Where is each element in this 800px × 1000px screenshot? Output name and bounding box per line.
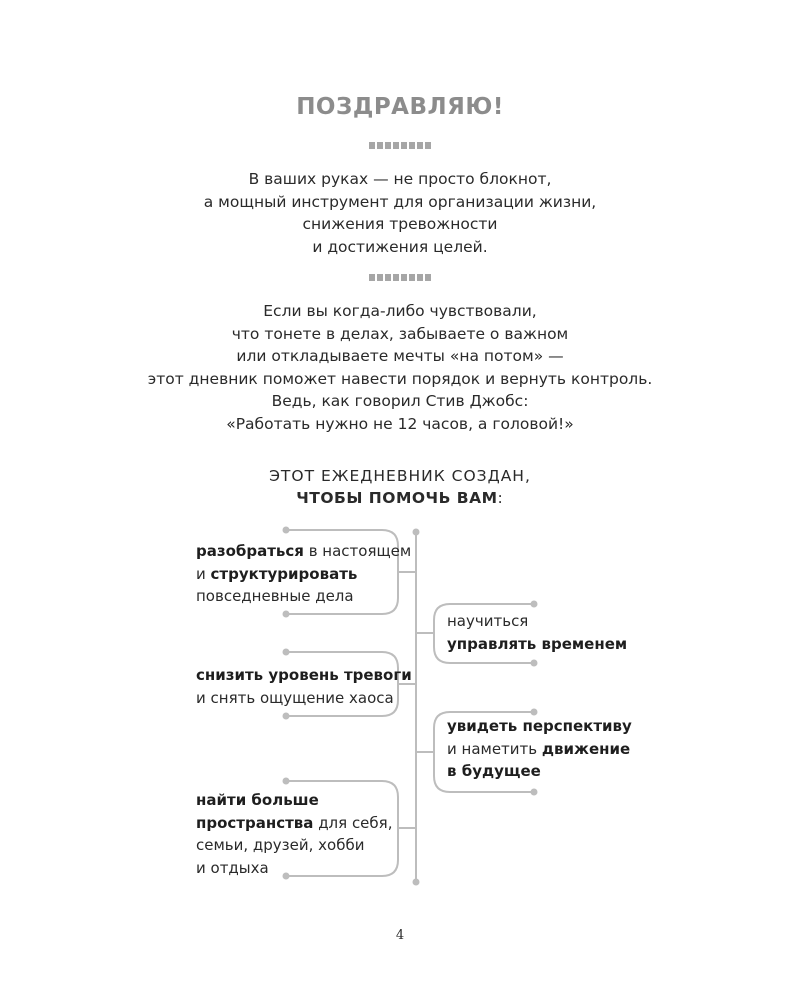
heading-line-1: ЭТОТ ЕЖЕДНЕВНИК СОЗДАН,	[269, 467, 531, 485]
bracket-dot	[283, 778, 290, 785]
body-line: этот дневник поможет навести порядок и вернуть контроль.	[147, 369, 653, 388]
intro-line: а мощный инструмент для организации жизни,	[203, 192, 597, 211]
goal-item-left-2: снизить уровень тревоги и снять ощущение хаоса	[196, 666, 412, 707]
body-line: Ведь, как говорил Стив Джобс:	[271, 392, 529, 410]
body-line: или откладываете мечты «на потом» —	[236, 347, 564, 365]
spine-dot	[413, 529, 420, 536]
intro-line: В ваших руках — не просто блокнот,	[248, 170, 552, 188]
goal-item-right-1: научиться управлять временем	[447, 612, 628, 653]
goal-item-right-2: увидеть перспективу и наметить движение в будущее	[447, 717, 632, 780]
bracket-dot	[283, 713, 290, 720]
body-line: Если вы когда-либо чувствовали,	[263, 302, 537, 320]
heading-colon: :	[497, 489, 504, 507]
bracket-dot	[283, 611, 290, 618]
page-title: ПОЗДРАВЛЯЮ!	[296, 94, 504, 120]
body-line: что тонете в делах, забываете о важном	[231, 324, 569, 343]
bracket-dot	[531, 601, 538, 608]
intro-line: и достижения целей.	[312, 237, 488, 256]
heading-bold: ЧТОБЫ ПОМОЧЬ ВАМ	[296, 489, 498, 507]
goal-item-left-3: найти больше пространства для себя, семьи, друзей, хобби и отдыха	[196, 791, 393, 877]
goal-item-left-1: разобраться в настоящем и структурировать повседневные дела	[196, 542, 412, 605]
bracket-dot	[531, 660, 538, 667]
bracket-dot	[531, 789, 538, 796]
page-number: 4	[395, 928, 405, 943]
bracket-dot	[283, 649, 290, 656]
spine-dot	[413, 879, 420, 886]
body-line: «Работать нужно не 12 часов, а головой!»	[226, 414, 574, 433]
intro-line: снижения тревожности	[302, 215, 498, 233]
bracket-dot	[283, 527, 290, 534]
